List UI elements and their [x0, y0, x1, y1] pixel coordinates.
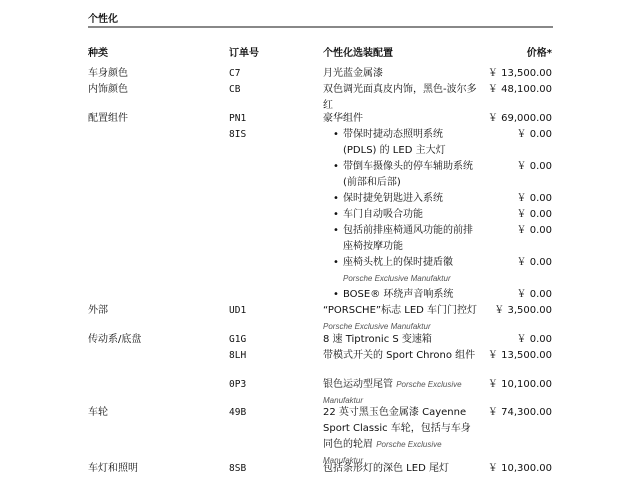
row-price: ￥ 0.00: [516, 225, 552, 236]
bullet: •: [333, 209, 339, 220]
row-type-lights: 车灯和照明: [88, 463, 138, 474]
row-type-drivetrain: 传动系/底盘: [88, 334, 142, 345]
row-type-exterior-color: 车身颜色: [88, 68, 128, 79]
bullet: •: [333, 225, 339, 236]
package-item: [333, 159, 479, 191]
package-item-text: 车门自动吸合功能: [343, 209, 423, 220]
row-price: ￥ 48,100.00: [487, 84, 552, 95]
row-price: ￥ 10,100.00: [487, 379, 552, 390]
package-item-text: 包括前排座椅通风功能的前排座椅按摩功能: [343, 225, 473, 252]
row-option-text: 银色运动型尾管: [323, 379, 393, 390]
package-item: [333, 207, 479, 223]
header-order-code: 订单号: [229, 48, 259, 59]
exclusive-label: Porsche Exclusive Manufaktur: [323, 322, 431, 331]
section-divider: [88, 26, 553, 28]
row-price: ￥ 0.00: [516, 209, 552, 220]
row-option-text: “PORSCHE”标志 LED 车门门控灯: [323, 305, 478, 316]
row-code: C7: [229, 68, 241, 79]
row-option: 月光蓝金属漆: [323, 68, 383, 79]
package-item-text: [333, 255, 479, 287]
bullet: •: [333, 161, 339, 172]
exclusive-label: Porsche Exclusive Manufaktur: [343, 274, 451, 283]
row-code: 8LH: [229, 350, 247, 361]
row-type-exterior: 外部: [88, 305, 108, 316]
header-type: 种类: [88, 48, 108, 59]
row-price: ￥ 13,500.00: [487, 68, 552, 79]
header-price: 价格*: [526, 48, 552, 59]
bullet: •: [333, 193, 339, 204]
bullet: •: [333, 289, 339, 300]
row-option: 8 速 Tiptronic S 变速箱: [323, 334, 432, 345]
row-option-text: 22 英寸黑玉色金属漆 Cayenne Sport Classic 车轮，包括与车身同色的轮眉: [323, 407, 471, 450]
row-price: ￥ 0.00: [516, 289, 552, 300]
row-price: ￥ 0.00: [516, 129, 552, 140]
row-price: ￥ 69,000.00: [487, 113, 552, 124]
row-type-packages: 配置组件: [88, 113, 128, 124]
package-item-text: 带倒车摄像头的停车辅助系统 (前部和后部): [343, 161, 473, 188]
row-price: ￥ 74,300.00: [487, 407, 552, 418]
row-code: PN1: [229, 113, 247, 124]
row-code: 8IS: [229, 129, 247, 140]
bullet: •: [333, 257, 339, 268]
row-price: ￥ 0.00: [516, 161, 552, 172]
package-item-text-main: 座椅头枕上的保时捷盾徽: [343, 257, 453, 268]
exclusive-label: Porsche Exclusive Manufaktur: [323, 380, 462, 405]
row-option: 带模式开关的 Sport Chrono 组件: [323, 350, 476, 361]
row-price: ￥ 0.00: [516, 257, 552, 268]
row-price: ￥ 0.00: [516, 334, 552, 345]
package-item: [333, 287, 479, 303]
bullet: •: [333, 129, 339, 140]
row-option: [323, 405, 479, 469]
row-type-interior-color: 内饰颜色: [88, 84, 128, 95]
package-item: [333, 127, 479, 159]
package-item: [333, 255, 479, 287]
row-code: 0P3: [229, 379, 247, 390]
section-title: 个性化: [88, 14, 118, 25]
package-item-text: 带保时捷动态照明系统 (PDLS) 的 LED 主大灯: [343, 129, 446, 156]
row-option: 包括条形灯的深色 LED 尾灯: [323, 463, 449, 474]
package-item-text: 保时捷免钥匙进入系统: [343, 193, 443, 204]
row-code: G1G: [229, 334, 247, 345]
row-price: ￥ 13,500.00: [487, 350, 552, 361]
row-option: 双色调光面真皮内饰，黑色-波尔多红: [323, 84, 477, 111]
package-item: [333, 223, 479, 255]
row-code: UD1: [229, 305, 247, 316]
row-code: 49B: [229, 407, 247, 418]
row-code: CB: [229, 84, 241, 95]
package-item: [333, 191, 479, 207]
row-option: 豪华组件: [323, 113, 363, 124]
row-price: ￥ 3,500.00: [494, 305, 552, 316]
row-price: ￥ 0.00: [516, 193, 552, 204]
row-price: ￥ 10,300.00: [487, 463, 552, 474]
row-option: [323, 303, 479, 335]
package-item-text: BOSE® 环绕声音响系统: [343, 289, 454, 300]
row-type-wheels: 车轮: [88, 407, 108, 418]
header-option: 个性化选装配置: [323, 48, 393, 59]
exclusive-label: Porsche Exclusive Manufaktur: [323, 440, 442, 465]
row-code: 8SB: [229, 463, 247, 474]
